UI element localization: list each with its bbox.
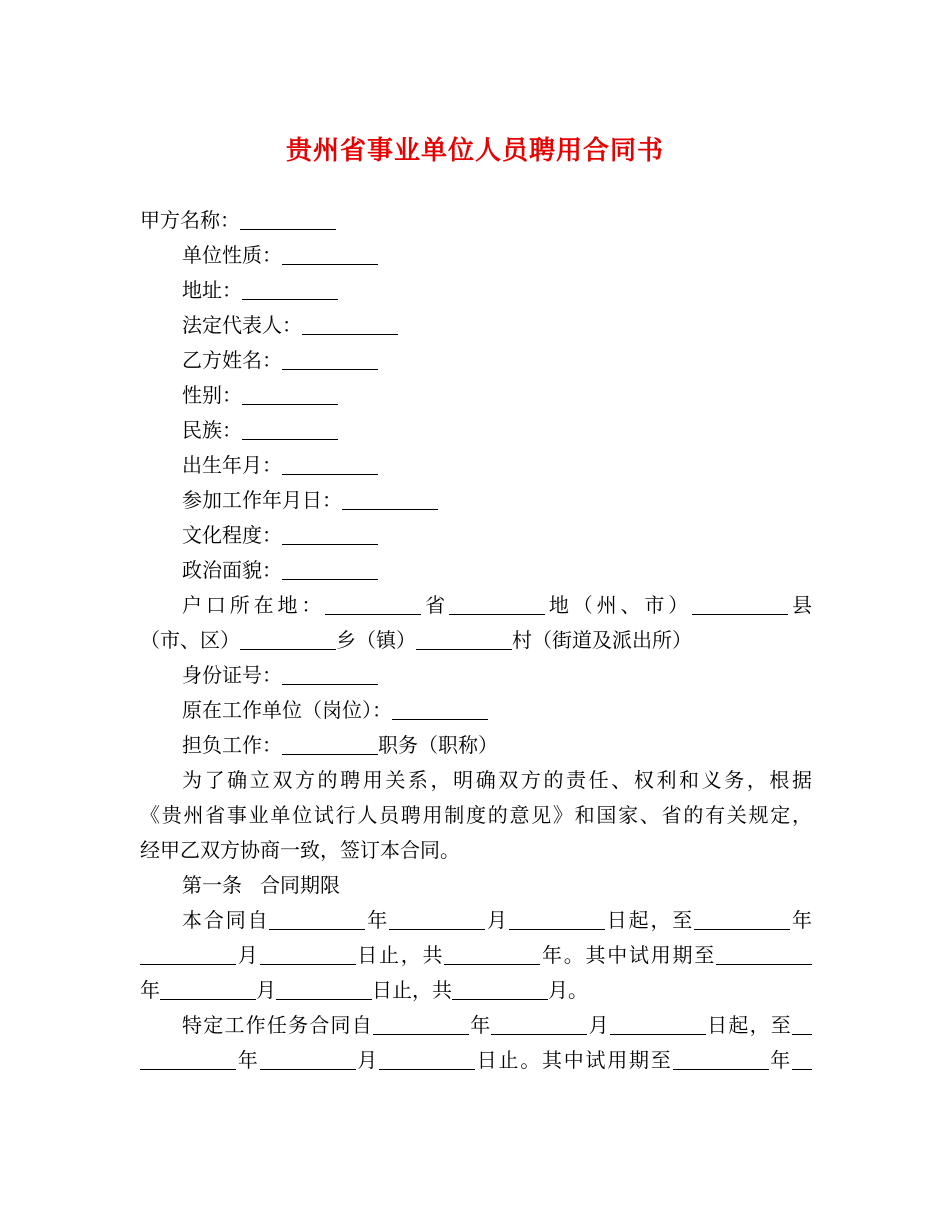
special-blank-4 [792,1014,812,1035]
party-a-name-blank [240,209,336,230]
gender-label: 性别： [182,383,242,407]
special-month-2: 月 [355,1048,379,1072]
hukou-label: 户口所在地： [182,593,326,617]
id-number-line [140,658,812,693]
special-month-1: 月 [587,1013,610,1037]
term-blank-4 [694,909,790,930]
legal-rep-blank [302,314,398,335]
term-blank-9 [160,979,256,1000]
orig-unit-line [140,693,812,728]
special-line-2 [140,1043,812,1078]
term-day-to-2: 日止，共 [372,978,452,1002]
work-start-blank [342,489,438,510]
address-line [140,273,812,308]
document-title: 贵州省事业单位人员聘用合同书 [285,136,664,166]
duty-suffix: 职务（职称） [378,733,498,757]
term-month-2: 月 [236,943,260,967]
term-year-2: 年 [790,908,812,932]
term-line-1 [140,903,812,938]
education-label: 文化程度： [182,523,282,547]
term-blank-2 [389,909,485,930]
term-year-1: 年 [365,908,390,932]
special-blank-3 [610,1014,706,1035]
article1-heading [140,868,812,903]
hukou-county: 县 [788,593,812,617]
special-year-1: 年 [469,1013,492,1037]
party-b-name-line [140,343,812,378]
hukou-blank-4 [240,629,336,650]
party-b-name-blank [282,349,378,370]
special-day-to: 日止。其中试用期至 [475,1048,673,1072]
political-blank [282,559,378,580]
ethnicity-label: 民族： [182,418,242,442]
special-blank-2 [491,1014,587,1035]
special-start-text: 特定工作任务合同自 [182,1013,373,1037]
work-start-line [140,483,812,518]
special-blank-7 [379,1049,475,1070]
party-a-name-line [140,203,812,238]
hukou-province: 省 [421,593,449,617]
hukou-prefecture: 地（州、市） [545,593,693,617]
gender-blank [242,384,338,405]
id-number-label: 身份证号： [182,663,282,687]
work-start-label: 参加工作年月日： [182,488,342,512]
special-blank-8 [673,1049,769,1070]
hukou-village: 村（街道及派出所） [512,628,692,652]
address-blank [242,279,338,300]
special-blank-1 [373,1014,469,1035]
term-blank-7 [444,944,540,965]
term-month-3: 月 [256,978,276,1002]
term-month-1: 月 [485,908,509,932]
education-line [140,518,812,553]
political-label: 政治面貌： [182,558,282,582]
education-blank [282,524,378,545]
term-blank-8 [716,944,812,965]
term-blank-10 [276,979,372,1000]
duty-blank [282,734,378,755]
term-year-3: 年 [140,978,160,1002]
hukou-line-1 [140,588,812,623]
unit-nature-blank [282,244,378,265]
hukou-blank-5 [416,629,512,650]
birth-blank [282,454,378,475]
term-month-end: 月。 [548,978,588,1002]
orig-unit-blank [392,699,488,720]
special-blank-9 [792,1049,812,1070]
special-blank-6 [260,1049,356,1070]
legal-rep-line [140,308,812,343]
hukou-blank-1 [325,594,421,615]
preamble-line-3: 经甲乙双方协商一致，签订本合同。 [140,838,460,862]
preamble-line-2: 《贵州省事业单位试行人员聘用制度的意见》和国家、省的有关规定， [140,803,812,827]
term-blank-5 [140,944,236,965]
term-day-from: 日起，至 [604,908,695,932]
term-start-text: 本合同自 [182,908,270,932]
id-number-blank [282,664,378,685]
preamble-line-1: 为了确立双方的聘用关系，明确双方的责任、权利和义务，根据 [182,768,812,792]
term-blank-3 [509,909,605,930]
term-line-2 [140,938,812,973]
hukou-line-2 [140,623,812,658]
term-day-to: 日止，共 [355,943,445,967]
unit-nature-label: 单位性质： [182,243,282,267]
hukou-district: （市、区） [140,628,240,652]
term-line-3 [140,973,812,1008]
special-year-3: 年 [768,1048,792,1072]
term-year-end: 年。其中试用期至 [540,943,716,967]
unit-nature-line [140,238,812,273]
duty-line [140,728,812,763]
special-year-2: 年 [236,1048,260,1072]
special-day-from: 日起，至 [705,1013,793,1037]
article1-title: 合同期限 [260,873,340,897]
article1-number: 第一条 [182,873,242,897]
duty-label: 担负工作： [182,733,282,757]
birth-label: 出生年月： [182,453,282,477]
hukou-blank-3 [692,594,788,615]
document-body [140,203,812,1078]
special-line-1 [140,1008,812,1043]
orig-unit-label: 原在工作单位（岗位）： [182,698,392,722]
ethnicity-line [140,413,812,448]
legal-rep-label: 法定代表人： [182,313,302,337]
political-line [140,553,812,588]
special-blank-5 [140,1049,236,1070]
address-label: 地址： [182,278,242,302]
gender-line [140,378,812,413]
hukou-township: 乡（镇） [336,628,416,652]
term-blank-11 [452,979,548,1000]
ethnicity-blank [242,419,338,440]
term-blank-6 [260,944,356,965]
birth-line [140,448,812,483]
term-blank-1 [269,909,365,930]
hukou-blank-2 [449,594,545,615]
party-a-name-label: 甲方名称： [140,208,240,232]
party-b-name-label: 乙方姓名： [182,348,282,372]
